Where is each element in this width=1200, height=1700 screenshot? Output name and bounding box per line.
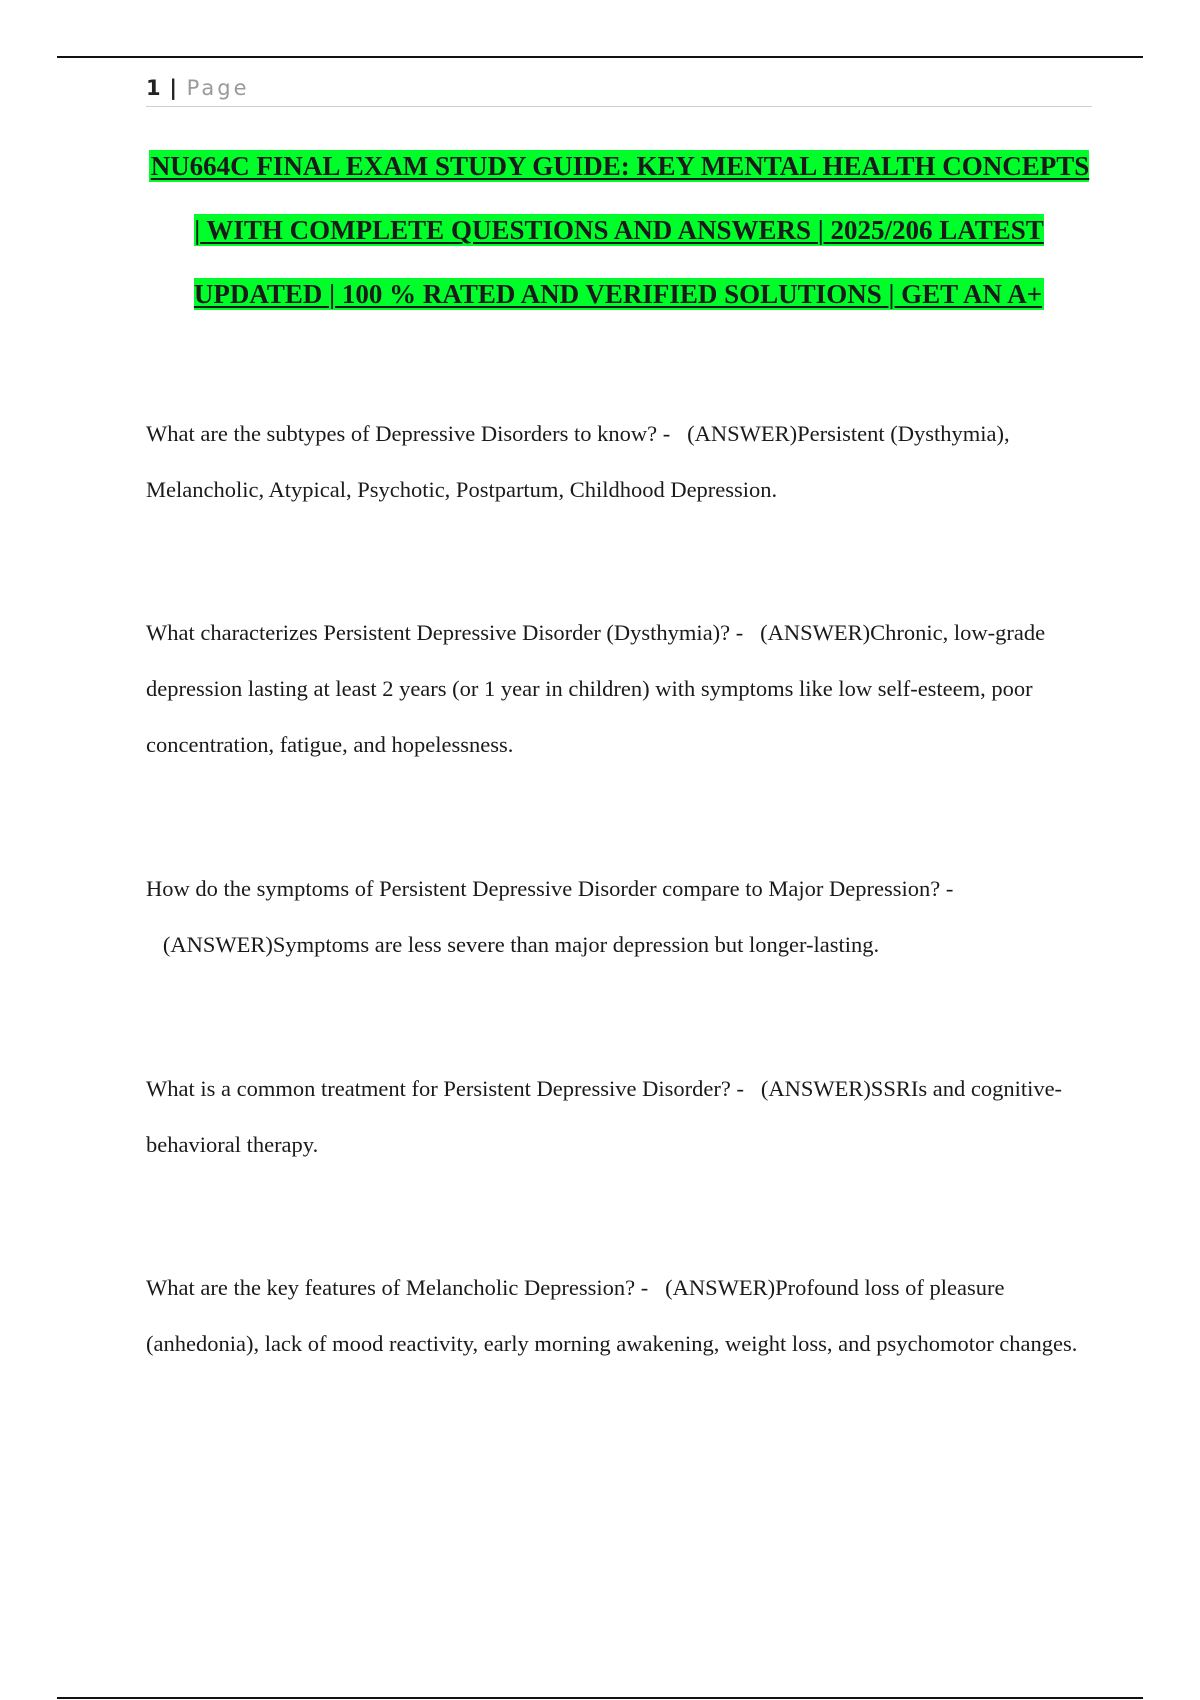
question-text: What are the subtypes of Depressive Disorders to know? - bbox=[146, 421, 671, 446]
question-text: How do the symptoms of Persistent Depressive Disorder compare to Major Depression? - bbox=[146, 876, 954, 901]
qa-item-4 bbox=[146, 1061, 1092, 1173]
title-highlight: NU664C FINAL EXAM STUDY GUIDE: KEY MENTAL HEALTH CONCEPTS | WITH COMPLETE QUESTIONS AND ANSWERS | 2025/206 LATEST UPDATED | 100 % RATED AND VERIFIED SOLUTIONS | GET AN A+ bbox=[150, 151, 1090, 309]
answer-text: (ANSWER)Persistent (Dysthymia), Melancholic, Atypical, Psychotic, Postpartum, Childhood Depression. bbox=[146, 421, 1010, 502]
page-separator: | bbox=[169, 76, 177, 100]
top-page-rule bbox=[57, 56, 1143, 58]
answer-text: (ANSWER)Symptoms are less severe than major depression but longer-lasting. bbox=[162, 932, 880, 957]
page-header bbox=[146, 74, 1092, 107]
answer-text: (ANSWER)Chronic, low-grade depression lasting at least 2 years (or 1 year in children) with symptoms like low self-esteem, poor concentration, fatigue, and hopelessness. bbox=[146, 620, 1046, 757]
qa-item-5 bbox=[146, 1260, 1092, 1372]
page-label: Page bbox=[186, 76, 250, 100]
question-text: What are the key features of Melancholic Depression? - bbox=[146, 1275, 649, 1300]
answer-text: (ANSWER)Profound loss of pleasure (anhedonia), lack of mood reactivity, early morning awakening, weight loss, and psychomotor changes. bbox=[146, 1275, 1078, 1356]
qa-item-3 bbox=[146, 861, 1092, 973]
qa-item-1 bbox=[146, 406, 1092, 518]
qa-item-2 bbox=[146, 605, 1092, 773]
question-text: What characterizes Persistent Depressive Disorder (Dysthymia)? - bbox=[146, 620, 744, 645]
bottom-page-rule bbox=[57, 1697, 1143, 1699]
page-number: 1 bbox=[146, 76, 161, 100]
document-title bbox=[146, 134, 1092, 326]
question-text: What is a common treatment for Persistent Depressive Disorder? - bbox=[146, 1076, 744, 1101]
answer-text: (ANSWER)SSRIs and cognitive-behavioral therapy. bbox=[146, 1076, 1063, 1157]
